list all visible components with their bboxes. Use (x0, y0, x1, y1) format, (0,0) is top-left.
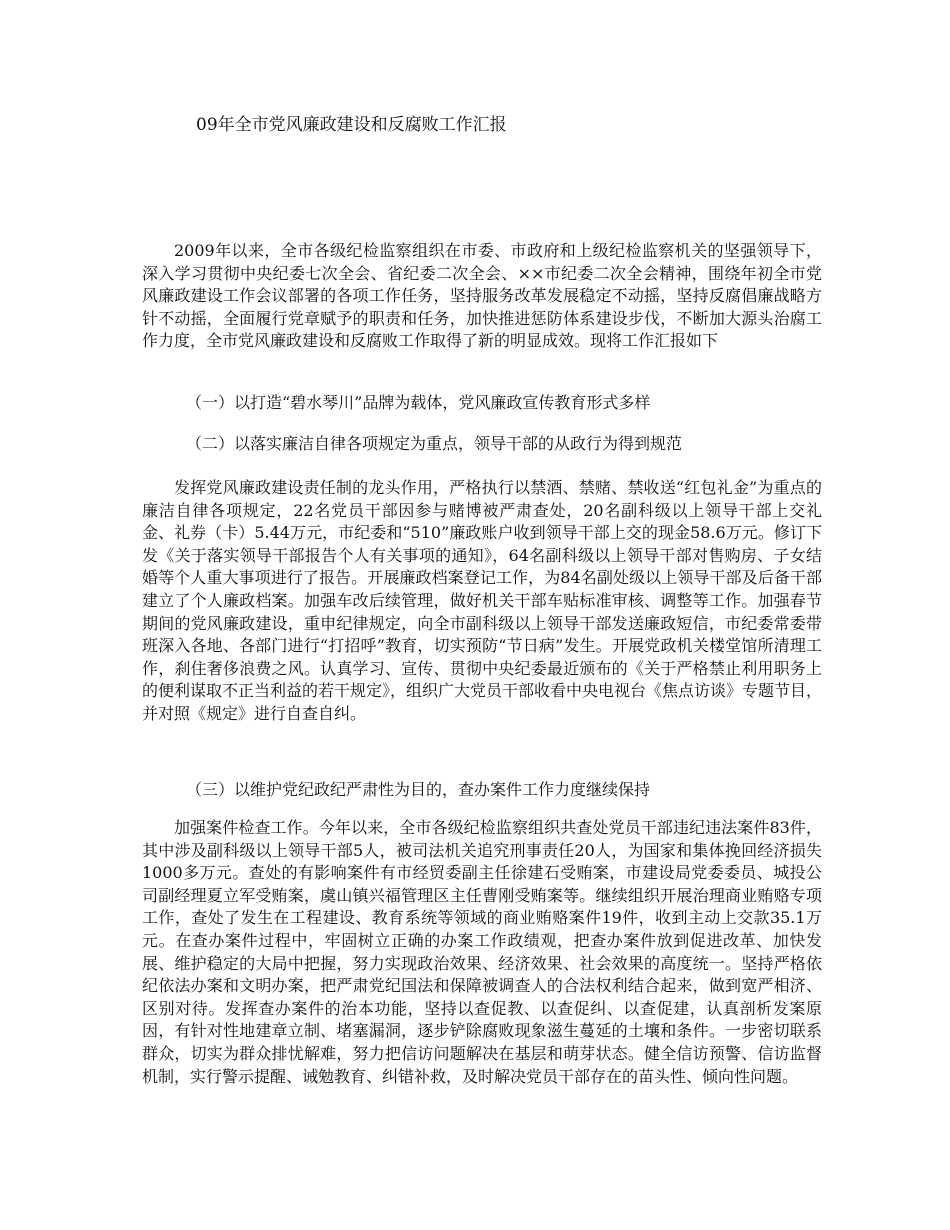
intro-paragraph (142, 240, 822, 353)
section-3-paragraph (142, 817, 822, 1088)
section-1-heading: （一）以打造“碧水琴川”品牌为载体，党风廉政宣传教育形式多样 (186, 393, 651, 412)
section-2-heading: （二）以落实廉洁自律各项规定为重点，领导干部的从政行为得到规范 (186, 434, 683, 453)
document-title: 09年全市党风廉政建设和反腐败工作汇报 (196, 115, 507, 135)
section-3-text: 加强案件检查工作。今年以来，全市各级纪检监察组织共查处党员干部违纪违法案件83件，其中涉及副科级以上领导干部5人，被司法机关追究刑事责任20人，为国家和集体挽回经济损失1000多万元。查处的有影响案件有市经贸委副主任徐建石受贿案，市建设局党委委员、城投公司副经理夏立军受贿案，虞山镇兴福管理区主任曹刚受贿案等。继续组织开展治理商业贿赂专项工作，查处了发生在工程建设、教育系统等领域的商业贿赂案件19件，收到主动上交款35.1万元。在查办案件过程中，牢固树立正确的办案工作政绩观，把查办案件放到促进改革、加快发展、维护稳定的大局中把握，努力实现政治效果、经济效果、社会效果的高度统一。坚持严格依纪依法办案和文明办案，把严肃党纪国法和保障被调查人的合法权利结合起来，做到宽严相济、区别对待。发挥查办案件的治本功能，坚持以查促教、以查促纠、以查促建，认真剖析发案原因，有针对性地建章立制、堵塞漏洞，逐步铲除腐败现象滋生蔓延的土壤和条件。一步密切联系群众，切实为群众排忧解难，努力把信访问题解决在基层和萌芽状态。健全信访预警、信访监督机制，实行警示提醒、诫勉教育、纠错补救，及时解决党员干部存在的苗头性、倾向性问题。 (142, 818, 822, 1086)
section-3-heading: （三）以维护党纪政纪严肃性为目的，查办案件工作力度继续保持 (186, 780, 651, 799)
section-2-paragraph (142, 477, 822, 726)
section-2-text: 发挥党风廉政建设责任制的龙头作用，严格执行以禁酒、禁赌、禁收送“红包礼金”为重点的廉洁自律各项规定，22名党员干部因参与赌博被严肃查处，20名副科级以上领导干部上交礼金、礼券（卡）5.44万元，市纪委和“510”廉政账户收到领导干部上交的现金58.6万元。修订下发《关于落实领导干部报告个人有关事项的通知》，64名副科级以上领导干部对售购房、子女结婚等个人重大事项进行了报告。开展廉政档案登记工作，为84名副处级以上领导干部及后备干部建立了个人廉政档案。加强车改后续管理，做好机关干部车贴标准审核、调整等工作。加强春节期间的党风廉政建设，重申纪律规定，向全市副科级以上领导干部发送廉政短信，市纪委常委带班深入各地、各部门进行“打招呼”教育，切实预防“节日病”发生。开展党政机关楼堂馆所清理工作，刹住奢侈浪费之风。认真学习、宣传、贯彻中央纪委最近颁布的《关于严格禁止利用职务上的便利谋取不正当利益的若干规定》，组织广大党员干部收看中央电视台《焦点访谈》专题节目，并对照《规定》进行自查自纠。 (142, 478, 823, 723)
intro-text: 2009年以来，全市各级纪检监察组织在市委、市政府和上级纪检监察机关的坚强领导下，深入学习贯彻中央纪委七次全会、省纪委二次全会、××市纪委二次全会精神，围绕年初全市党风廉政建设工作会议部署的各项工作任务，坚持服务改革发展稳定不动摇，坚持反腐倡廉战略方针不动摇，全面履行党章赋予的职责和任务，加快推进惩防体系建设步伐，不断加大源头治腐工作力度，全市党风廉政建设和反腐败工作取得了新的明显成效。现将工作汇报如下 (142, 241, 822, 351)
